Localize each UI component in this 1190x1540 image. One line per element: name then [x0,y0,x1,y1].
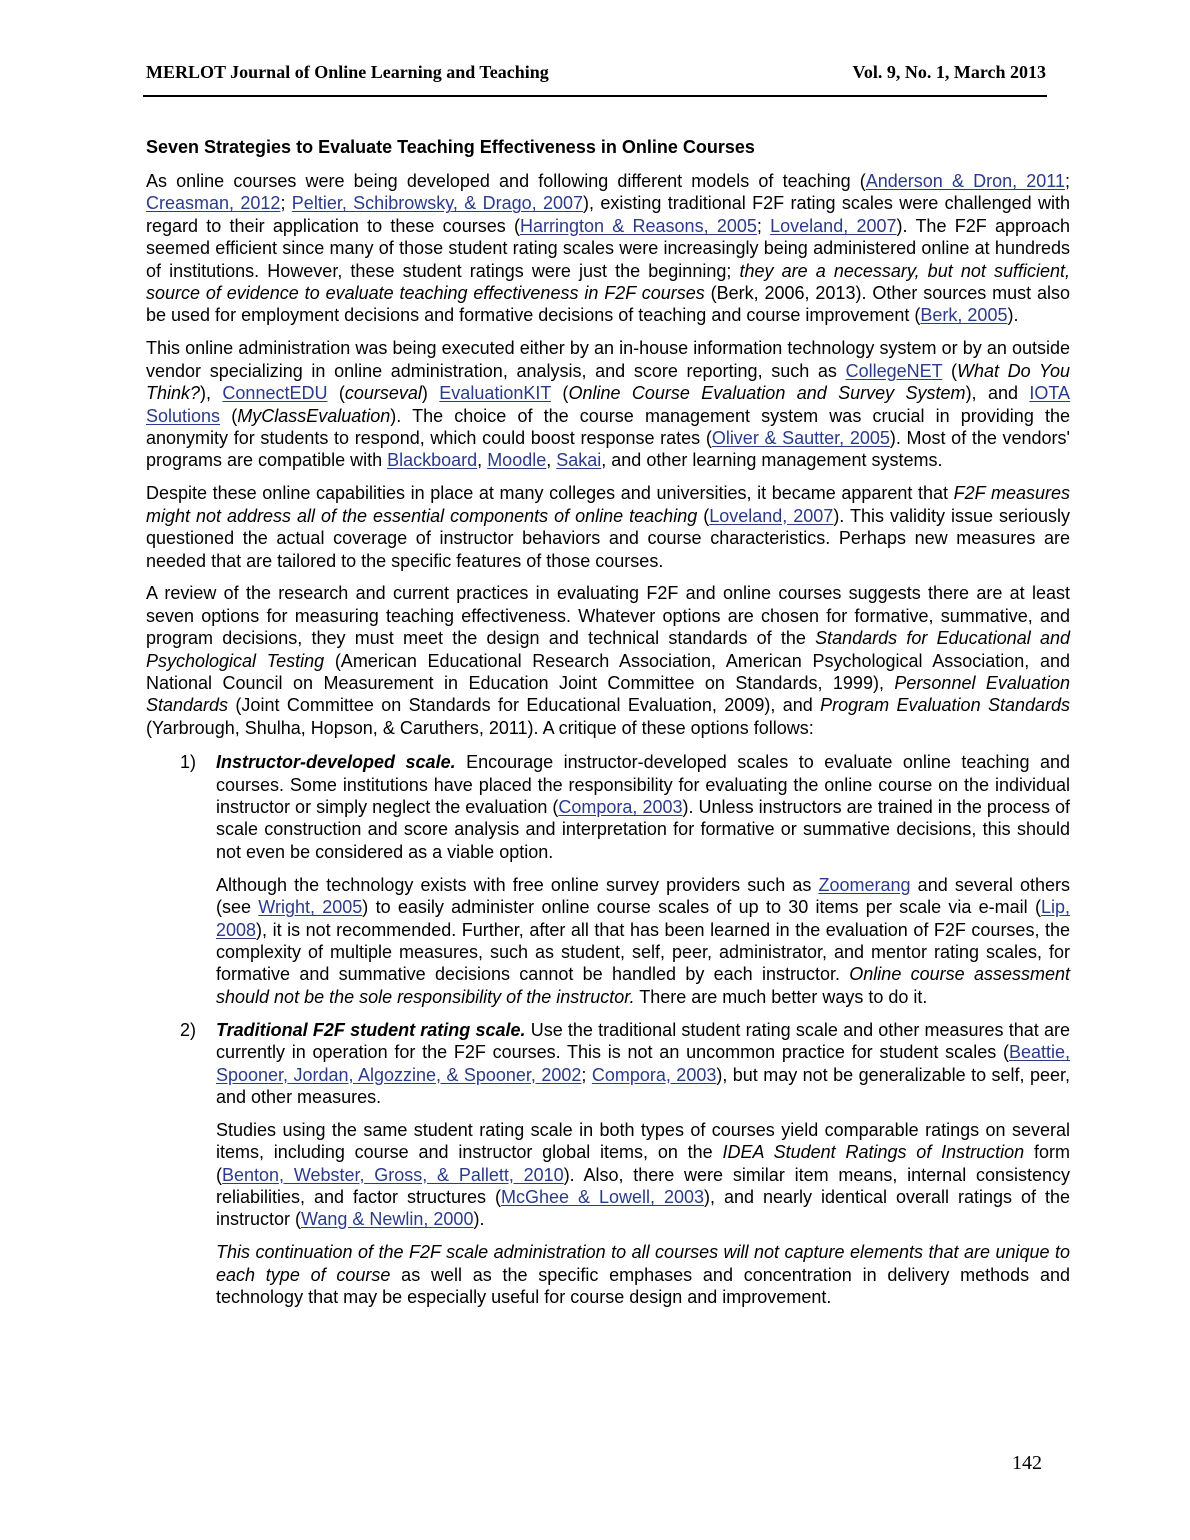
header-rule [143,95,1047,97]
page-number: 142 [1012,1452,1042,1474]
citation-link[interactable]: Lip, 2008 [216,897,1070,940]
citation-link[interactable]: Compora, 2003 [591,1064,717,1085]
vendor-link[interactable]: Zoomerang [818,874,911,895]
running-header [146,62,1046,83]
citation-link[interactable]: Loveland, 2007 [770,215,897,236]
citation-link[interactable]: McGhee & Lowell, 2003 [501,1187,705,1208]
list-item-heading: Traditional F2F student rating scale. [216,1019,526,1040]
citation-link[interactable]: Berk, 2005 [920,305,1008,326]
list-item-paragraph: Traditional F2F student rating scale. Use the traditional student rating scale and other measures that are currently in operation for the F2F courses. This is not an uncommon practice for student scales (Beattie, Spooner, Jordan, Algozzine, & Spooner, 2002; Compora, 2003), but may not be generalizable to self, peer, and other measures. [216,1019,1070,1107]
list-item-paragraph: Instructor-developed scale. Encourage instructor-developed scales to evaluate online teaching and courses. Some institutions have placed the responsibility for evaluating the online course on the individual instructor or simply neglect the evaluation (Compora, 2003). Unless instructors are trained in the process of scale construction and score analysis and interpretation for formative or summative decisions, this should not even be considered as a viable option. [216,752,1070,862]
citation-link[interactable]: Compora, 2003 [558,797,683,818]
lms-link[interactable]: Moodle [487,450,547,471]
options-list [146,751,1070,1308]
citation-link[interactable]: Oliver & Sautter, 2005 [711,427,890,448]
vendor-link[interactable]: IOTA Solutions [146,383,1071,426]
lms-link[interactable]: Sakai [556,450,602,471]
list-item-heading: Instructor-developed scale. [216,752,456,773]
list-number: 2) [180,1019,197,1040]
vendor-link[interactable]: EvaluationKIT [439,383,552,404]
paragraph-2: This online administration was being executed either by an in-house information technology system or by an outside vendor specializing in online administration, analysis, and score reporting, such as CollegeNET (What Do You Think?), ConnectEDU (courseval) EvaluationKIT (Online Course Evaluation and Survey System), and IOTA Solutions (MyClassEvaluation). The choice of the course management system was crucial in providing the anonymity for students to respond, which could boost response rates (Oliver & Sautter, 2005). Most of the vendors' programs are compatible with Blackboard, Moodle, Sakai, and other learning management systems. [146,338,1071,471]
paragraph-3: Despite these online capabilities in place at many colleges and universities, it became apparent that F2F measures might not address all of the essential components of online teaching (Loveland, 2007). This validity issue seriously questioned the actual coverage of instructor behaviors and course characteristics. Perhaps new measures are needed that are tailored to the specific features of those courses. [146,483,1071,571]
section-title: Seven Strategies to Evaluate Teaching Effectiveness in Online Courses [146,137,755,157]
vendor-link[interactable]: ConnectEDU [222,383,328,404]
citation-link[interactable]: Benton, Webster, Gross, & Pallett, 2010 [222,1164,564,1185]
article-body [146,136,1070,1319]
paragraph-4: A review of the research and current practices in evaluating F2F and online courses suggests there are at least seven options for measuring teaching effectiveness. Whatever options are chosen for formative, summative, and program decisions, they must meet the design and technical standards of the Standards for Educational and Psychological Testing (American Educational Research Association, American Psychological Association, and National Council on Measurement in Education Joint Committee on Standards, 1999), Personnel Evaluation Standards (Joint Committee on Standards for Educational Evaluation, 2009), and Program Evaluation Standards (Yarbrough, Shulha, Hopson, & Caruthers, 2011). A critique of these options follows: [146,583,1071,738]
citation-link[interactable]: Harrington & Reasons, 2005 [519,215,757,236]
citation-link[interactable]: Beattie, Spooner, Jordan, Algozzine, & Spooner, 2002 [216,1042,1070,1085]
citation-link[interactable]: Wang & Newlin, 2000 [301,1209,474,1230]
citation-link[interactable]: Loveland, 2007 [709,505,834,526]
citation-link[interactable]: Wright, 2005 [258,897,363,918]
list-item [146,751,1070,1008]
list-number: 1) [180,752,197,773]
lms-link[interactable]: Blackboard [387,450,478,471]
vendor-link[interactable]: CollegeNET [845,360,943,381]
citation-link[interactable]: Peltier, Schibrowsky, & Drago, 2007 [291,193,583,214]
citation-link[interactable]: Anderson & Dron, 2011 [865,171,1065,191]
list-item-paragraph: Although the technology exists with free online survey providers such as Zoomerang and several others (see Wright, 2005) to easily administer online course scales of up to 30 items per scale via e-mail (Lip, 2008), it is not recommended. Further, after all that has been learned in the evaluation of F2F courses, the complexity of multiple measures, such as student, self, peer, administrator, and mentor rating scales, for formative and summative decisions cannot be handled by each instructor. Online course assessment should not be the sole responsibility of the instructor. There are much better ways to do it. [216,874,1070,1007]
list-item [146,1019,1070,1309]
list-item-paragraph: Studies using the same student rating scale in both types of courses yield comparable ratings on several items, including course and instructor global items, on the IDEA Student Ratings of Instruction form (Benton, Webster, Gross, & Pallett, 2010). Also, there were similar item means, internal consistency reliabilities, and factor structures (McGhee & Lowell, 2003), and nearly identical overall ratings of the instructor (Wang & Newlin, 2000). [216,1119,1071,1230]
list-item-paragraph: This continuation of the F2F scale administration to all courses will not capture elements that are unique to each type of course as well as the specific emphases and concentration in delivery methods and technology that may be especially useful for course design and improvement. [216,1242,1070,1308]
paragraph-1: As online courses were being developed and following different models of teaching (Anderson & Dron, 2011; Creasman, 2012; Peltier, Schibrowsky, & Drago, 2007), existing traditional F2F rating scales were challenged with regard to their application to these courses (Harrington & Reasons, 2005; Loveland, 2007). The F2F approach seemed efficient since many of those student rating scales were increasingly being administered online at hundreds of institutions. However, these student ratings were just the beginning; they are a necessary, but not sufficient, source of evidence to evaluate teaching effectiveness in F2F courses (Berk, 2006, 2013). Other sources must also be used for employment decisions and formative decisions of teaching and course improvement (Berk, 2005). [146,171,1071,326]
issue-info: Vol. 9, No. 1, March 2013 [852,62,1046,82]
journal-name: MERLOT Journal of Online Learning and Teaching [146,62,549,82]
citation-link[interactable]: Creasman, 2012 [146,193,281,214]
